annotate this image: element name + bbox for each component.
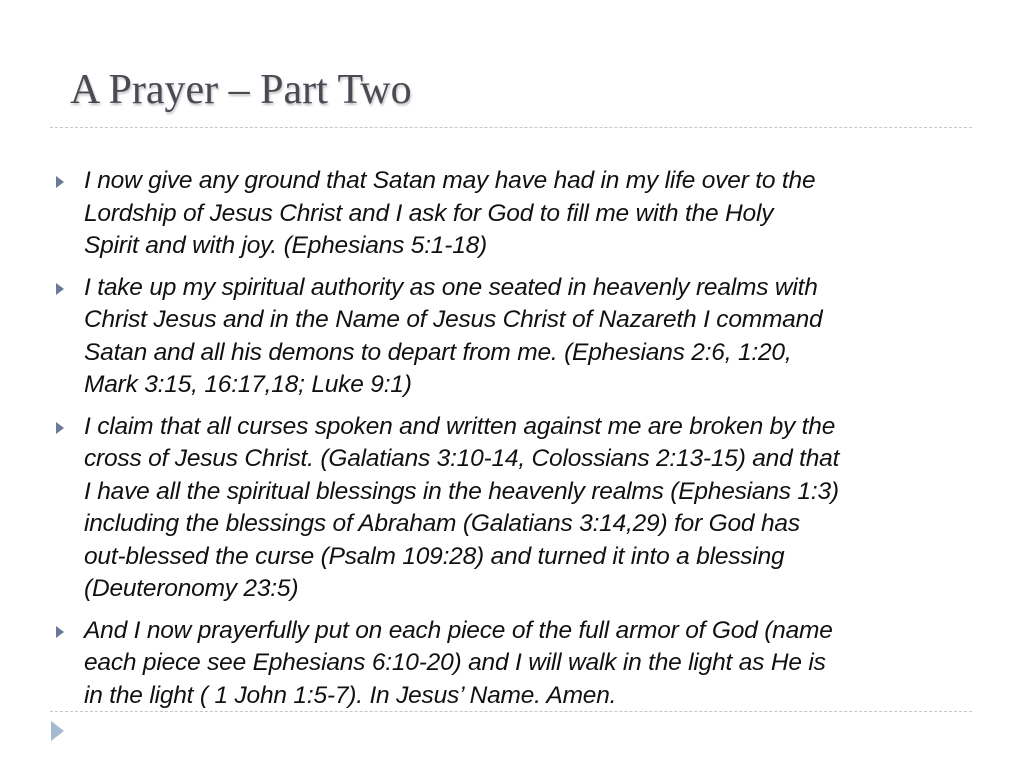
bullet-text-line: I take up my spiritual authority as one seated in heavenly realms with [84,273,818,301]
bullet-text-line: I have all the spiritual blessings in the heavenly realms (Ephesians 1:3) [84,477,839,505]
bullet-text-line: I claim that all curses spoken and written against me are broken by the [84,412,836,440]
footer-divider [50,711,972,712]
bullet-item [56,615,1016,713]
bullet-text-line: out-blessed the curse (Psalm 109:28) and turned it into a blessing [84,542,785,570]
title-divider [50,127,972,128]
slide-title: A Prayer – Part Two [70,67,412,113]
bullet-text-line: including the blessings of Abraham (Galatians 3:14,29) for God has [84,510,800,537]
triangle-bullet-icon [56,422,64,434]
bullet-item [56,411,1016,606]
bullet-text-line: each piece see Ephesians 6:10-20) and I will walk in the light as He is [84,649,826,676]
bullet-text-line: Mark 3:15, 16:17,18; Luke 9:1) [84,371,412,398]
bullet-text-line: in the light ( 1 John 1:5-7). In Jesus’ Name. Amen. [84,681,617,709]
bullet-text-line: I now give any ground that Satan may have had in my life over to the [84,167,816,194]
bullet-item [56,165,1016,263]
bullet-text-line: (Deuteronomy 23:5) [84,575,299,602]
bullet-text-line: And I now prayerfully put on each piece of the full armor of God (name [84,616,833,644]
bullet-text-line: cross of Jesus Christ. (Galatians 3:10-14, Colossians 2:13-15) and that [84,445,840,472]
footer-triangle-icon [51,721,64,741]
bullet-item [56,272,1016,402]
triangle-bullet-icon [56,176,64,188]
bullet-text-line: Spirit and with joy. (Ephesians 5:1-18) [84,232,488,259]
triangle-bullet-icon [56,283,64,295]
bullet-text-line: Satan and all his demons to depart from me. (Ephesians 2:6, 1:20, [84,338,792,366]
bullet-text-line: Christ Jesus and in the Name of Jesus Christ of Nazareth I command [84,306,823,333]
triangle-bullet-icon [56,626,64,638]
bullet-list [56,165,1016,721]
bullet-text-line: Lordship of Jesus Christ and I ask for God to fill me with the Holy [84,199,774,227]
